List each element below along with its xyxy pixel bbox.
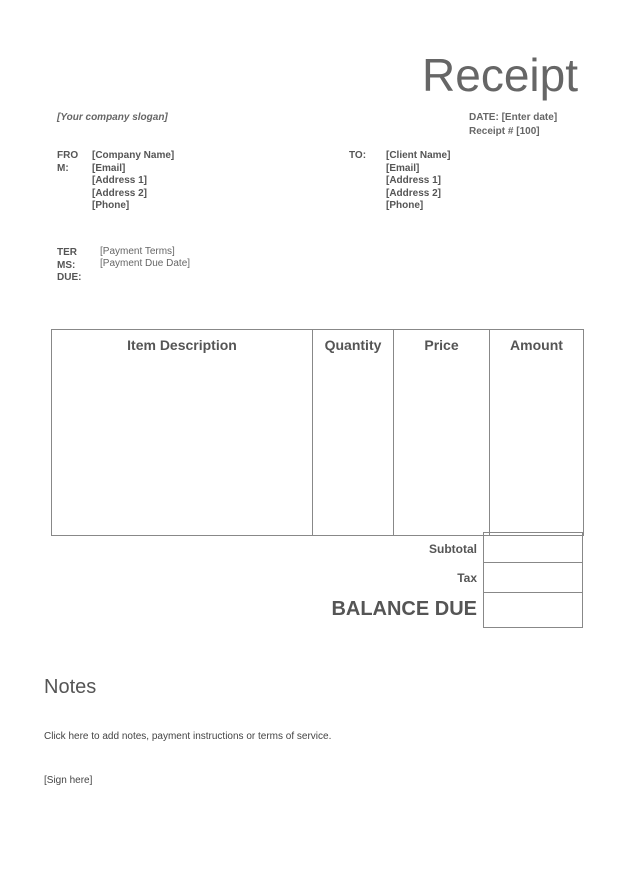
items-header-row [52, 330, 584, 536]
notes-heading: Notes [44, 676, 97, 698]
from-address-block [92, 150, 174, 213]
from-address-2[interactable]: [Address 2] [92, 187, 148, 199]
header-amount: Amount [490, 330, 584, 536]
header-quantity: Quantity [313, 330, 394, 536]
from-company-name[interactable]: [Company Name] [92, 150, 175, 161]
to-address-block [386, 150, 450, 213]
from-email[interactable]: [Email] [92, 162, 126, 174]
receipt-title: Receipt [422, 49, 578, 101]
payment-due-field[interactable]: [Payment Due Date] [100, 257, 191, 269]
items-table [51, 329, 584, 536]
terms-due-label: TERMS: DUE: [57, 247, 82, 283]
to-label: TO: [349, 150, 367, 161]
subtotal-label: Subtotal [429, 542, 477, 556]
to-address-2[interactable]: [Address 2] [386, 187, 442, 199]
date-field[interactable]: DATE: [Enter date] [469, 112, 558, 123]
balance-due-value-box[interactable] [483, 592, 583, 628]
payment-terms-field[interactable]: [Payment Terms] [100, 246, 175, 257]
to-client-name[interactable]: [Client Name] [386, 150, 451, 161]
header-item-description: Item Description [52, 330, 313, 536]
header-price: Price [394, 330, 490, 536]
tax-value-box[interactable] [483, 562, 583, 593]
notes-text[interactable]: Click here to add notes, payment instructions or terms of service. [44, 731, 332, 742]
to-phone[interactable]: [Phone] [386, 200, 424, 211]
to-email[interactable]: [Email] [386, 162, 420, 174]
company-slogan[interactable]: [Your company slogan] [57, 112, 168, 123]
balance-due-label: BALANCE DUE [331, 598, 477, 620]
receipt-number-field[interactable]: Receipt # [100] [469, 126, 540, 137]
from-address-1[interactable]: [Address 1] [92, 175, 148, 186]
signature-field[interactable]: [Sign here] [44, 775, 93, 786]
subtotal-value-box[interactable] [483, 532, 583, 563]
terms-block [100, 246, 190, 269]
tax-label: Tax [457, 571, 477, 585]
from-label: FROM: [57, 150, 79, 174]
from-phone[interactable]: [Phone] [92, 200, 130, 211]
to-address-1[interactable]: [Address 1] [386, 175, 442, 186]
